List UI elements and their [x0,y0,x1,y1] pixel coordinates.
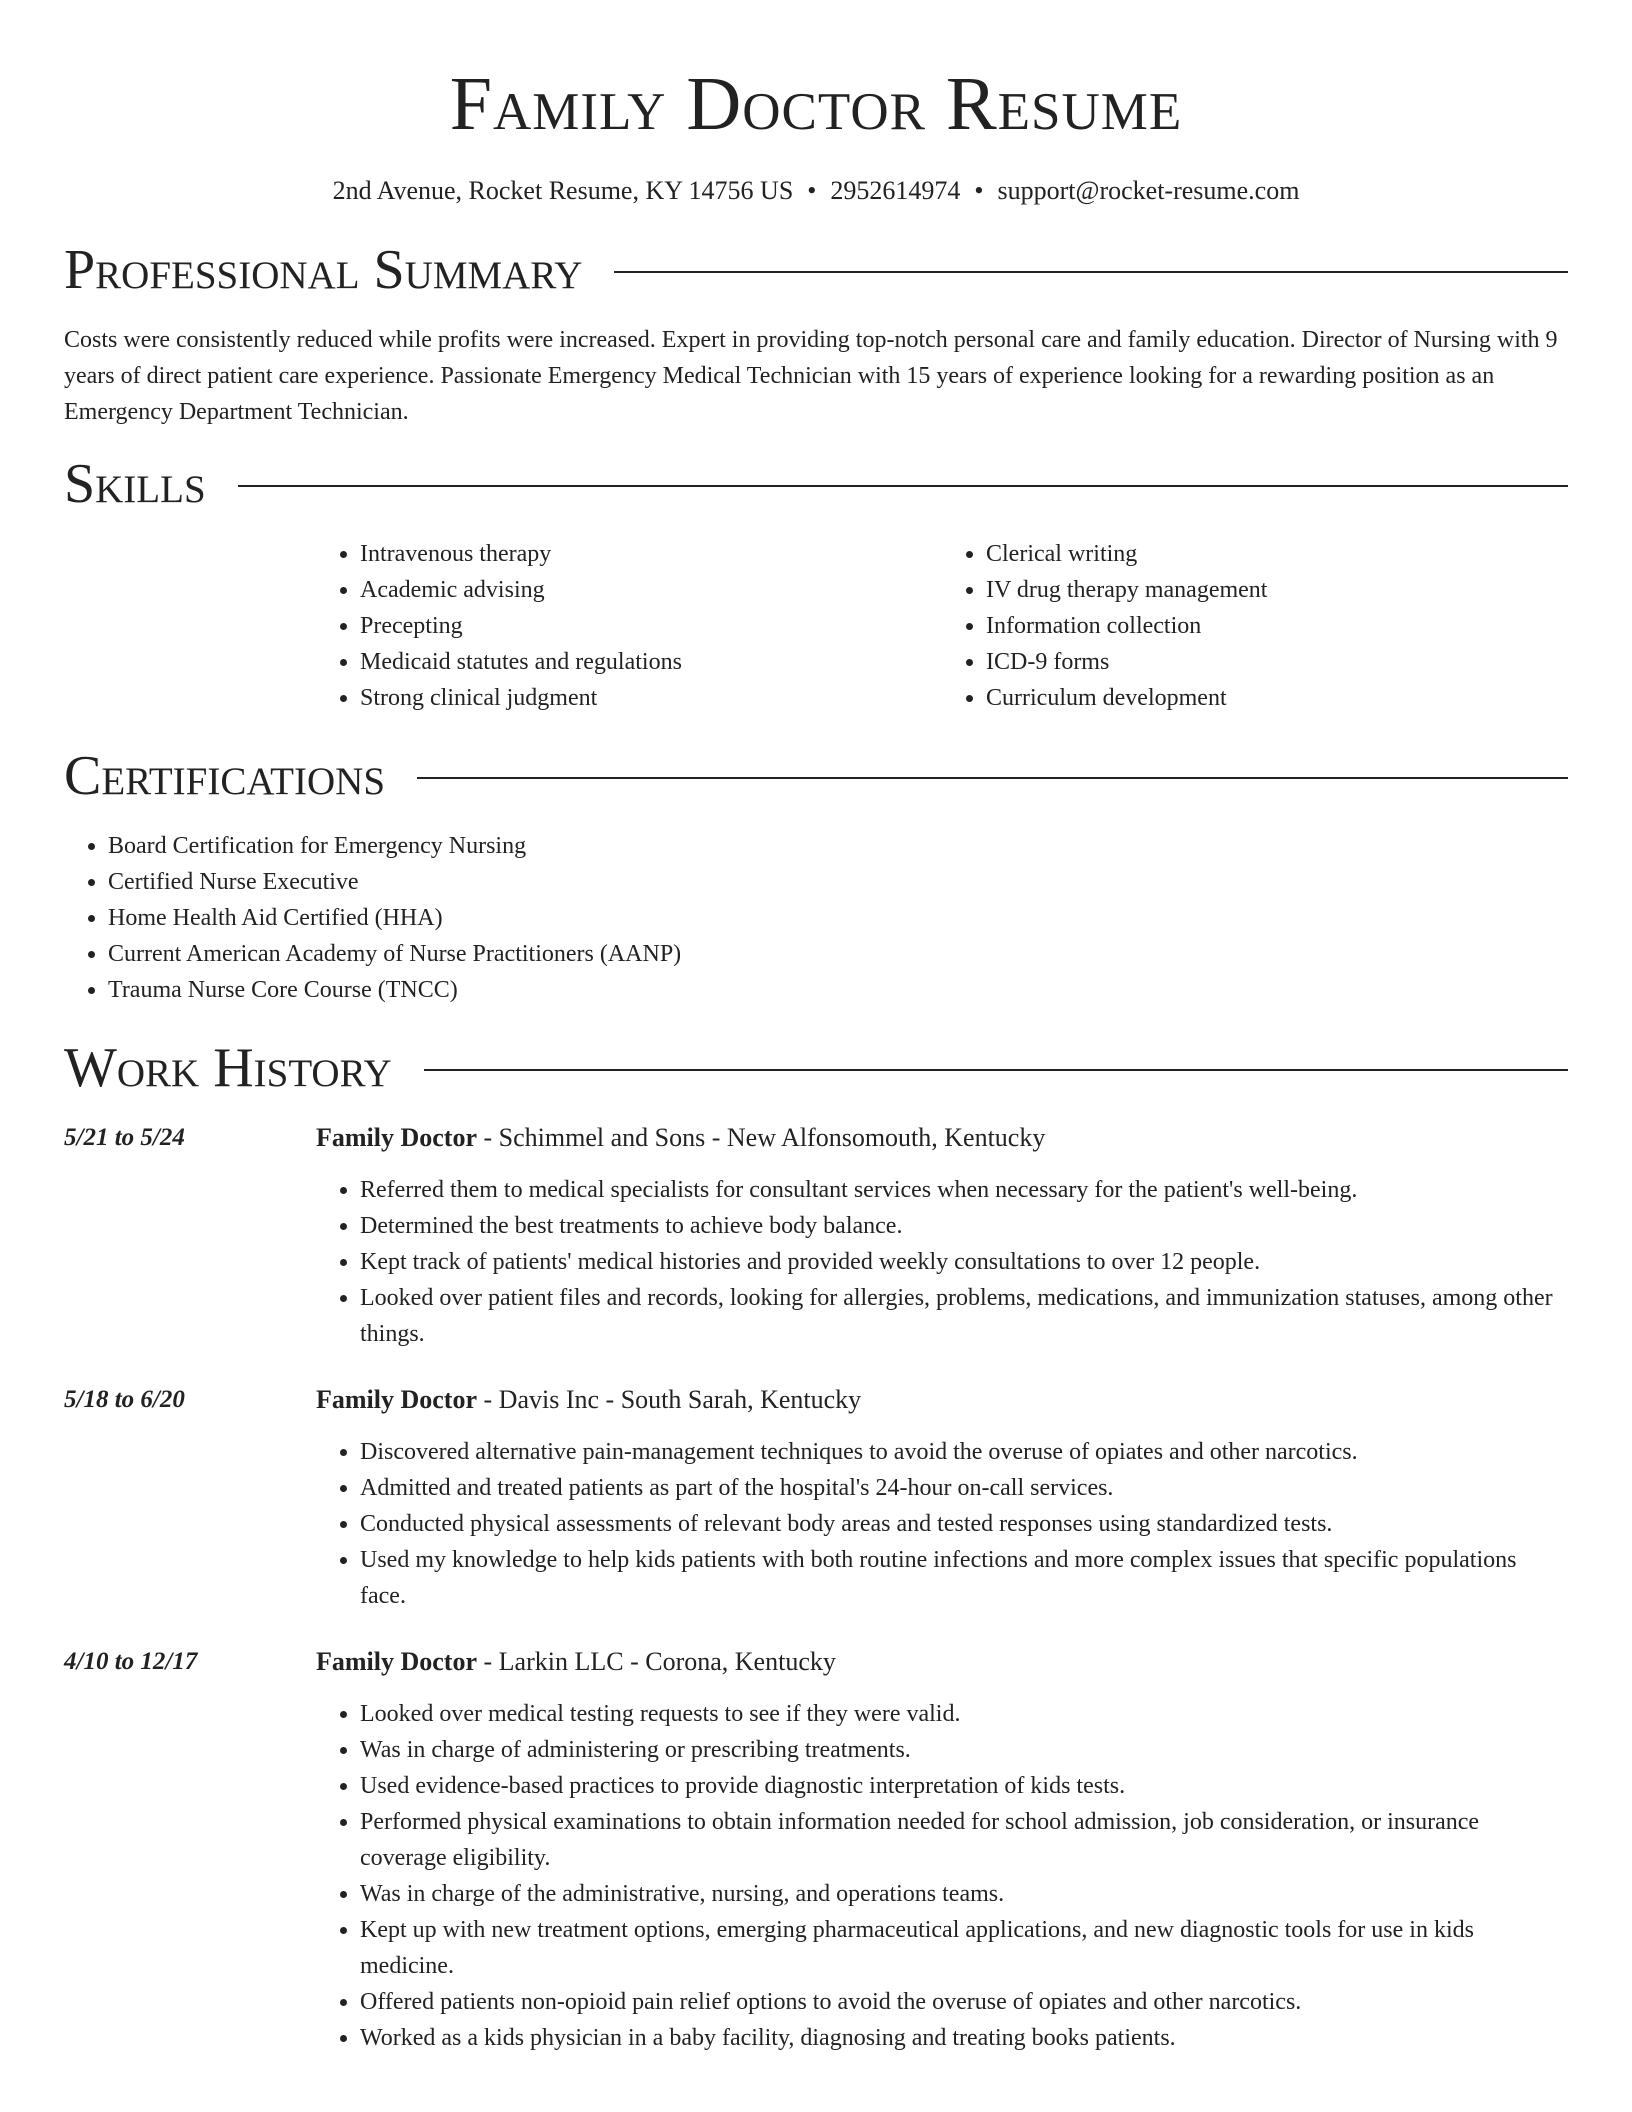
job-employer: - Larkin LLC - Corona, Kentucky [477,1647,836,1676]
contact-phone: 2952614974 [830,176,961,205]
job-duty: • Kept track of patients' medical histories and provided weekly consultations to over 12 people. [360,1244,1568,1280]
job-body [316,1644,1568,2056]
skill-item: • Intravenous therapy [360,536,942,572]
job-role: Family Doctor [316,1385,478,1414]
job-duty: • Offered patients non-opioid pain relief options to avoid the overuse of opiates and other narcotics. [360,1984,1568,2020]
job-entry [64,1644,1568,2056]
summary-title: Professional Summary [64,239,583,301]
skill-item: • ICD-9 forms [986,644,1568,680]
job-dates: 5/21 to 5/24 [64,1124,185,1151]
job-duty: • Performed physical examinations to obtain information needed for school admission, job consideration, or insurance coverage eligibility. [360,1804,1568,1876]
job-title-line [316,1120,1568,1156]
job-duty: • Kept up with new treatment options, emerging pharmaceutical applications, and new diagnostic tools for use in kids medicine. [360,1912,1568,1984]
job-title-line [316,1382,1568,1418]
contact-separator: • [974,176,984,205]
certification-item: • Trauma Nurse Core Course (TNCC) [108,972,1568,1008]
summary-heading [64,238,1568,302]
job-duty: • Looked over patient files and records, looking for allergies, problems, medications, and immunization statuses, among other things. [360,1280,1568,1352]
job-entry [64,1382,1568,1614]
job-duty: • Was in charge of administering or prescribing treatments. [360,1732,1568,1768]
job-duty: • Conducted physical assessments of relevant body areas and tested responses using standardized tests. [360,1506,1568,1542]
contact-line [64,174,1568,208]
certification-item: • Current American Academy of Nurse Practitioners (AANP) [108,936,1568,972]
job-body [316,1382,1568,1614]
contact-email: support@rocket-resume.com [997,176,1300,205]
job-duty: • Used my knowledge to help kids patients with both routine infections and more complex issues that specific populations face. [360,1542,1568,1614]
job-role: Family Doctor [316,1123,478,1152]
job-title-line [316,1644,1568,1680]
job-duty: • Used evidence-based practices to provide diagnostic interpretation of kids tests. [360,1768,1568,1804]
job-duty: • Was in charge of the administrative, nursing, and operations teams. [360,1876,1568,1912]
certifications-title: Certifications [64,745,386,807]
skills-list-left [316,536,942,716]
section-divider [417,777,1568,779]
job-duties [316,1172,1568,1352]
job-dates: 5/18 to 6/20 [64,1386,185,1413]
contact-separator: • [807,176,817,205]
job-employer: - Davis Inc - South Sarah, Kentucky [477,1385,862,1414]
work-history-title: Work History [64,1037,392,1099]
job-dates: 4/10 to 12/17 [64,1648,198,1675]
skills-section [64,452,1568,716]
summary-text: Costs were consistently reduced while profits were increased. Expert in providing top-notch personal care and family education. Director of Nursing with 9 years of direct patient care experience. Passionate Emergency Medical Technician with 15 years of experience looking for a rewarding position as an Emergency Department Technician. [64,327,1558,425]
certification-item: • Home Health Aid Certified (HHA) [108,900,1568,936]
skills-grid [316,536,1568,716]
contact-address: 2nd Avenue, Rocket Resume, KY 14756 US [332,176,794,205]
work-history-section [64,1036,1568,2056]
work-history-heading [64,1036,1568,1100]
job-duty: • Looked over medical testing requests to see if they were valid. [360,1696,1568,1732]
job-duty: • Worked as a kids physician in a baby facility, diagnosing and treating books patients. [360,2020,1568,2056]
certification-item: • Board Certification for Emergency Nursing [108,828,1568,864]
skills-heading [64,452,1568,516]
section-divider [614,271,1568,273]
job-entry [64,1120,1568,1352]
section-divider [238,485,1568,487]
job-duties [316,1696,1568,2056]
skill-item: • Information collection [986,608,1568,644]
skills-list-right [942,536,1568,716]
skill-item: • Academic advising [360,572,942,608]
skill-item: • Curriculum development [986,680,1568,716]
job-role: Family Doctor [316,1647,478,1676]
job-duty: • Referred them to medical specialists for consultant services when necessary for the patient's well-being. [360,1172,1568,1208]
job-duty: • Discovered alternative pain-management techniques to avoid the overuse of opiates and other narcotics. [360,1434,1568,1470]
certification-item: • Certified Nurse Executive [108,864,1568,900]
certifications-section [64,744,1568,1008]
skill-item: • Clerical writing [986,536,1568,572]
resume-name: Family Doctor Resume [449,62,1183,146]
certifications-list [64,828,1568,1008]
skill-item: • Medicaid statutes and regulations [360,644,942,680]
job-duty: • Determined the best treatments to achieve body balance. [360,1208,1568,1244]
skill-item: • IV drug therapy management [986,572,1568,608]
job-duties [316,1434,1568,1614]
job-duty: • Admitted and treated patients as part of the hospital's 24-hour on-call services. [360,1470,1568,1506]
skills-title: Skills [64,453,206,515]
job-body [316,1120,1568,1352]
section-divider [424,1069,1568,1071]
certifications-heading [64,744,1568,808]
skill-item: • Precepting [360,608,942,644]
summary-section [64,238,1568,430]
job-employer: - Schimmel and Sons - New Alfonsomouth, Kentucky [477,1123,1046,1152]
skill-item: • Strong clinical judgment [360,680,942,716]
